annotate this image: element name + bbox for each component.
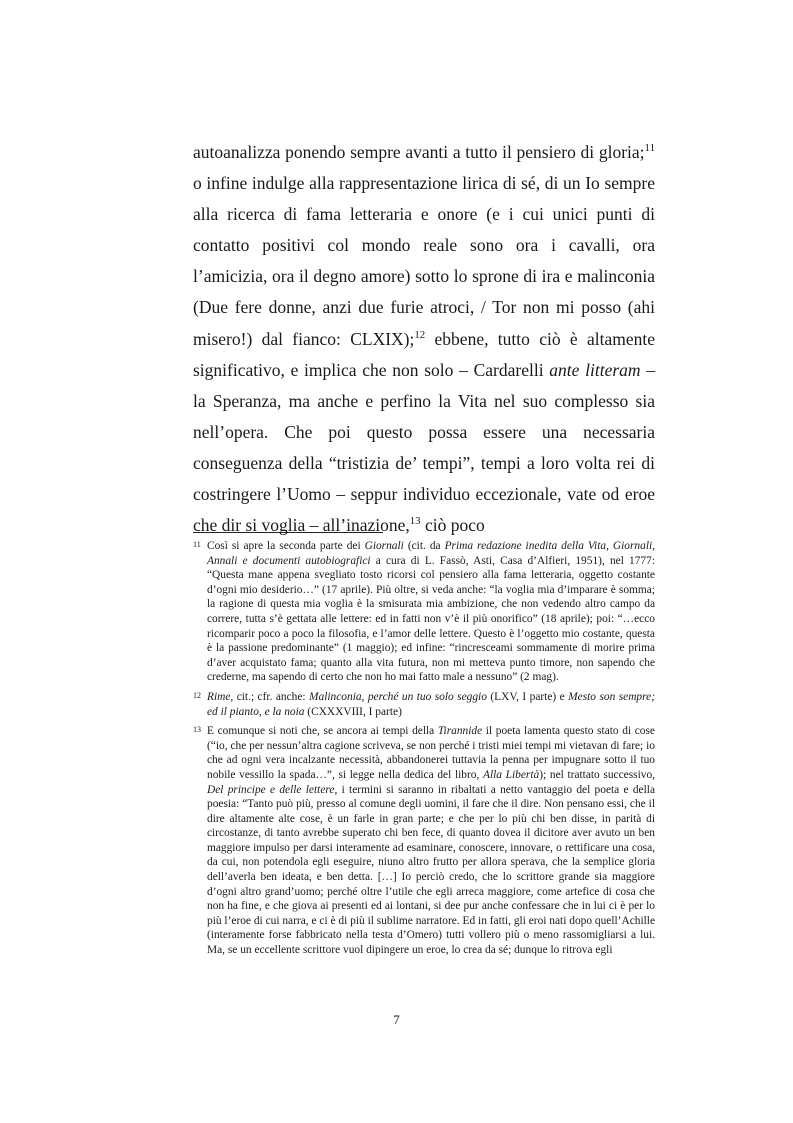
text-run: a cura di L. Fassò, Asti, Casa d’Alfieri, 1951), nel 1777: “Questa mane appena svegliato tosto ricorsi col pensiero alla fama letteraria, oggetto costante d’ogni mio desiderio…” (17 aprile). Più oltre, si veda anche: “la voglia mia d’imparare è somma; la ragione di questa mia voglia è la smisurata mia ambizione, che non vedendo altro campo da correre, tutta s’è gettata alle lettere: ed in fatti non v’è il più onorifico” (18 aprile); poi: “…ecco ricomparir poco a poco la filosofia, e l’amor delle lettere. Questo è l’oggetto mio costante, questa è la passione predominante” (1 maggio); ed infine: “rincresceami sommamente di morire prima d’aver acquistato fama; quanto alla vita futura, non mi metteva punto timore, non sapendo che crederne, ma sapendo di certo che non ho mai fatto male a nessuno” (2 mag). — [207, 554, 655, 684]
text-run: E comunque si noti che, se ancora ai tempi della — [207, 725, 438, 738]
footnote-number: 11 — [193, 540, 201, 549]
footnote-13 — [193, 724, 655, 958]
text-run: ciò poco — [420, 515, 485, 536]
footnote-number: 13 — [193, 725, 201, 735]
main-text — [193, 137, 655, 541]
page-number: 7 — [393, 1012, 400, 1027]
italic-run: Tirannide — [437, 725, 483, 738]
footnote-number: 12 — [193, 690, 201, 700]
text-run: – la Speranza, ma anche e perfino la Vita nel suo complesso sia nell’opera. Che poi questo possa essere una necessaria conseguenza della “tristizia de’ tempi”, tempi a loro volta rei di costringere l’Uomo – seppur individuo eccezionale, vate od eroe che dir si voglia – all’inazione, — [193, 359, 656, 536]
footnotes — [193, 539, 655, 958]
text-run: o infine indulge alla rappresentazione lirica di sé, di un Io sempre alla ricerca di fama letteraria e onore (e i cui unici punti di contatto positivi col mondo reale sono ora i cavalli, ora l’amicizia, ora il degno amore) sotto lo sprone di ira e malinconia (Due fere donne, anzi due furie atroci, / Tor non mi posso (ahi misero!) dal fianco: CLXIX); — [193, 173, 655, 349]
footnote-ref-12[interactable]: 12 — [414, 328, 426, 341]
text-run: autoanalizza ponendo sempre avanti a tutto il pensiero di gloria; — [193, 142, 645, 162]
footnote-ref-11[interactable]: 11 — [644, 142, 655, 155]
italic-run: Mesto son sempre; ed il pianto, e la noia — [207, 690, 655, 718]
footnote-ref-13[interactable]: 13 — [409, 515, 421, 528]
footnote-12 — [193, 690, 655, 719]
text-run: , cit.; cfr. anche: — [230, 690, 310, 703]
text-run: ); nel trattato successivo, — [539, 768, 655, 781]
text-run: il poeta lamenta questo stato di cose (“io, che per nessun’altra cagione scriveva, se non perché i tristi miei tempi mi vietavan di fare; io che ad ogni vera incalzante necessità, abbandonerei tuttavia la penna per impugnare sotto il tuo nobile vessillo la spada…”, si legge nella dedica del libro, — [207, 725, 655, 781]
text-run: (CXXXVIII, I parte) — [304, 705, 402, 718]
italic-run: Rime — [207, 690, 231, 703]
footnote-11 — [193, 539, 655, 685]
footnote-separator — [193, 532, 383, 533]
text-run: Così si apre la seconda parte dei — [207, 540, 365, 552]
text-run: , i termini si saranno in ribaltati a netto vantaggio del poeta e della poesia: “Tanto può più, presso al comune degli uomini, il fare che il dire. Non pensano essi, che il dire altamente alte cose, è un farle in gran parte; e che per lo più chi ben disse, in parità di circostanze, di tanto avrebbe superato chi ben fece, di quanto dovea il dicitore aver avuto un ben maggiore impulso per darsi interamente ad esaminare, conoscere, innovare, o rettificare una cosa, da cui, non potendola egli eseguire, niuno altro frutto per allora sperava, che la semplice gloria dell’averla ben ideata, e ben detta. […] Io perciò credo, che lo scrittore grande sia maggiore d’ogni altro grand’uomo; perché oltre l’utile che egli arreca maggiore, come artefice di cosa che non ha fine, e che giova ai presenti ed ai lontani, si dee pur anche confessare che in lui ci è per lo più l’eroe di cui narra, e ci è di più il sublime narratore. Ed in fatti, gli eroi nati dopo quell’Achille (interamente forse fabbricato nella testa d’Omero) tutti vollero più o meno rassomigliarsi a lui. Ma, se un eccellente scrittore vuol dipingere un eroe, lo crea da sé; dunque lo ritrova egli — [207, 783, 655, 957]
text-run: (LXV, I parte) e — [486, 690, 569, 703]
text-run: ebbene, tutto ciò è altamente significativo, e implica che non solo – Cardarelli — [193, 328, 655, 380]
italic-run: Giornali — [364, 540, 404, 552]
italic-run: Malinconia, perché un tuo solo seggio — [309, 690, 487, 703]
italic-run: ante litteram — [549, 359, 641, 380]
italic-run: Del principe e delle lettere — [207, 783, 335, 796]
italic-run: Alla Libertà — [483, 768, 540, 781]
italic-run: Prima redazione inedita della Vita, Giornali, Annali e documenti autobiografici — [207, 540, 655, 567]
text-run: (cit. da — [403, 540, 445, 552]
